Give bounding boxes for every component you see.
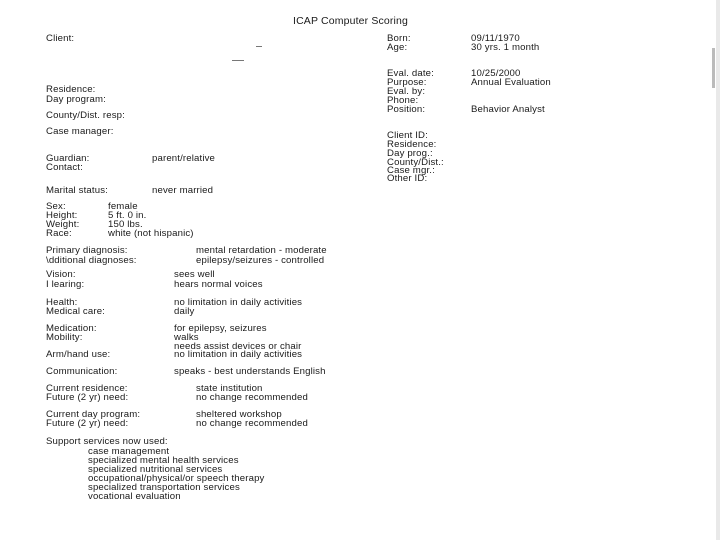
scan-speck — [256, 46, 262, 47]
support-service-item: specialized nutritional services — [88, 464, 223, 475]
other-id-label: Other ID: — [387, 173, 428, 184]
residence-label: Residence: — [46, 84, 96, 95]
mobility-value-2: needs assist devices or chair — [174, 341, 302, 352]
residence-id-label: Residence: — [387, 139, 437, 150]
weight-label: Weight: — [46, 219, 80, 230]
medical-care-value: daily — [174, 306, 195, 317]
current-day-program-label: Current day program: — [46, 409, 141, 420]
client-id-label: Client ID: — [387, 130, 428, 141]
future-residence-label: Future (2 yr) need: — [46, 392, 129, 403]
guardian-label: Guardian: — [46, 153, 90, 164]
primary-diagnosis-value: mental retardation - moderate — [196, 245, 327, 256]
age-value: 30 yrs. 1 month — [471, 42, 540, 53]
arm-hand-use-label: Arm/hand use: — [46, 349, 111, 360]
height-value: 5 ft. 0 in. — [108, 210, 147, 221]
mobility-value: walks — [174, 332, 199, 343]
vision-value: sees well — [174, 269, 215, 280]
report-title: ICAP Computer Scoring — [293, 15, 409, 27]
health-value: no limitation in daily activities — [174, 297, 303, 308]
support-service-item: occupational/physical/or speech therapy — [88, 473, 265, 484]
future-day-program-label: Future (2 yr) need: — [46, 418, 129, 429]
race-value: white (not hispanic) — [108, 228, 194, 239]
eval-by-label: Eval. by: — [387, 86, 426, 97]
support-services-label: Support services now used: — [46, 436, 168, 447]
support-service-item: specialized mental health services — [88, 455, 239, 466]
eval-date-value: 10/25/2000 — [471, 68, 521, 79]
medical-care-label: Medical care: — [46, 306, 106, 317]
scan-speck — [232, 60, 244, 61]
hearing-value: hears normal voices — [174, 279, 263, 290]
position-label: Position: — [387, 104, 426, 115]
height-label: Height: — [46, 210, 78, 221]
day-prog-id-label: Day prog.: — [387, 148, 433, 159]
county-resp-label: County/Dist. resp: — [46, 110, 125, 121]
born-value: 09/11/1970 — [471, 33, 520, 44]
medication-value: for epilepsy, seizures — [174, 323, 267, 334]
future-residence-value: no change recommended — [196, 392, 308, 403]
vision-label: Vision: — [46, 269, 76, 280]
purpose-label: Purpose: — [387, 77, 427, 88]
race-label: Race: — [46, 228, 72, 239]
scan-edge — [716, 0, 720, 540]
eval-date-label: Eval. date: — [387, 68, 434, 79]
support-service-item: vocational evaluation — [88, 491, 181, 502]
county-dist-id-label: County/Dist.: — [387, 157, 444, 168]
sex-value: female — [108, 201, 138, 212]
case-mgr-id-label: Case mgr.: — [387, 165, 435, 176]
scan-edge-mark — [712, 48, 715, 88]
sex-label: Sex: — [46, 201, 66, 212]
marital-status-value: never married — [152, 185, 214, 196]
additional-diagnoses-label: \dditional diagnoses: — [46, 255, 137, 266]
client-label: Client: — [46, 33, 75, 44]
position-value: Behavior Analyst — [471, 104, 545, 115]
born-label: Born: — [387, 33, 411, 44]
age-label: Age: — [387, 42, 408, 53]
phone-label: Phone: — [387, 95, 419, 106]
current-day-program-value: sheltered workshop — [196, 409, 282, 420]
support-service-item: case management — [88, 446, 170, 457]
day-program-label: Day program: — [46, 94, 106, 105]
marital-status-label: Marital status: — [46, 185, 108, 196]
current-residence-label: Current residence: — [46, 383, 128, 394]
support-service-item: specialized transportation services — [88, 482, 240, 493]
health-label: Health: — [46, 297, 78, 308]
communication-value: speaks - best understands English — [174, 366, 326, 377]
future-day-program-value: no change recommended — [196, 418, 308, 429]
medication-label: Medication: — [46, 323, 97, 334]
primary-diagnosis-label: Primary diagnosis: — [46, 245, 128, 256]
contact-label: Contact: — [46, 162, 83, 173]
additional-diagnoses-value: epilepsy/seizures - controlled — [196, 255, 325, 266]
hearing-label: I learing: — [46, 279, 85, 290]
purpose-value: Annual Evaluation — [471, 77, 551, 88]
communication-label: Communication: — [46, 366, 118, 377]
mobility-label: Mobility: — [46, 332, 83, 343]
case-manager-label: Case manager: — [46, 126, 114, 137]
current-residence-value: state institution — [196, 383, 263, 394]
weight-value: 150 lbs. — [108, 219, 143, 230]
arm-hand-use-value: no limitation in daily activities — [174, 349, 303, 360]
guardian-value: parent/relative — [152, 153, 216, 164]
